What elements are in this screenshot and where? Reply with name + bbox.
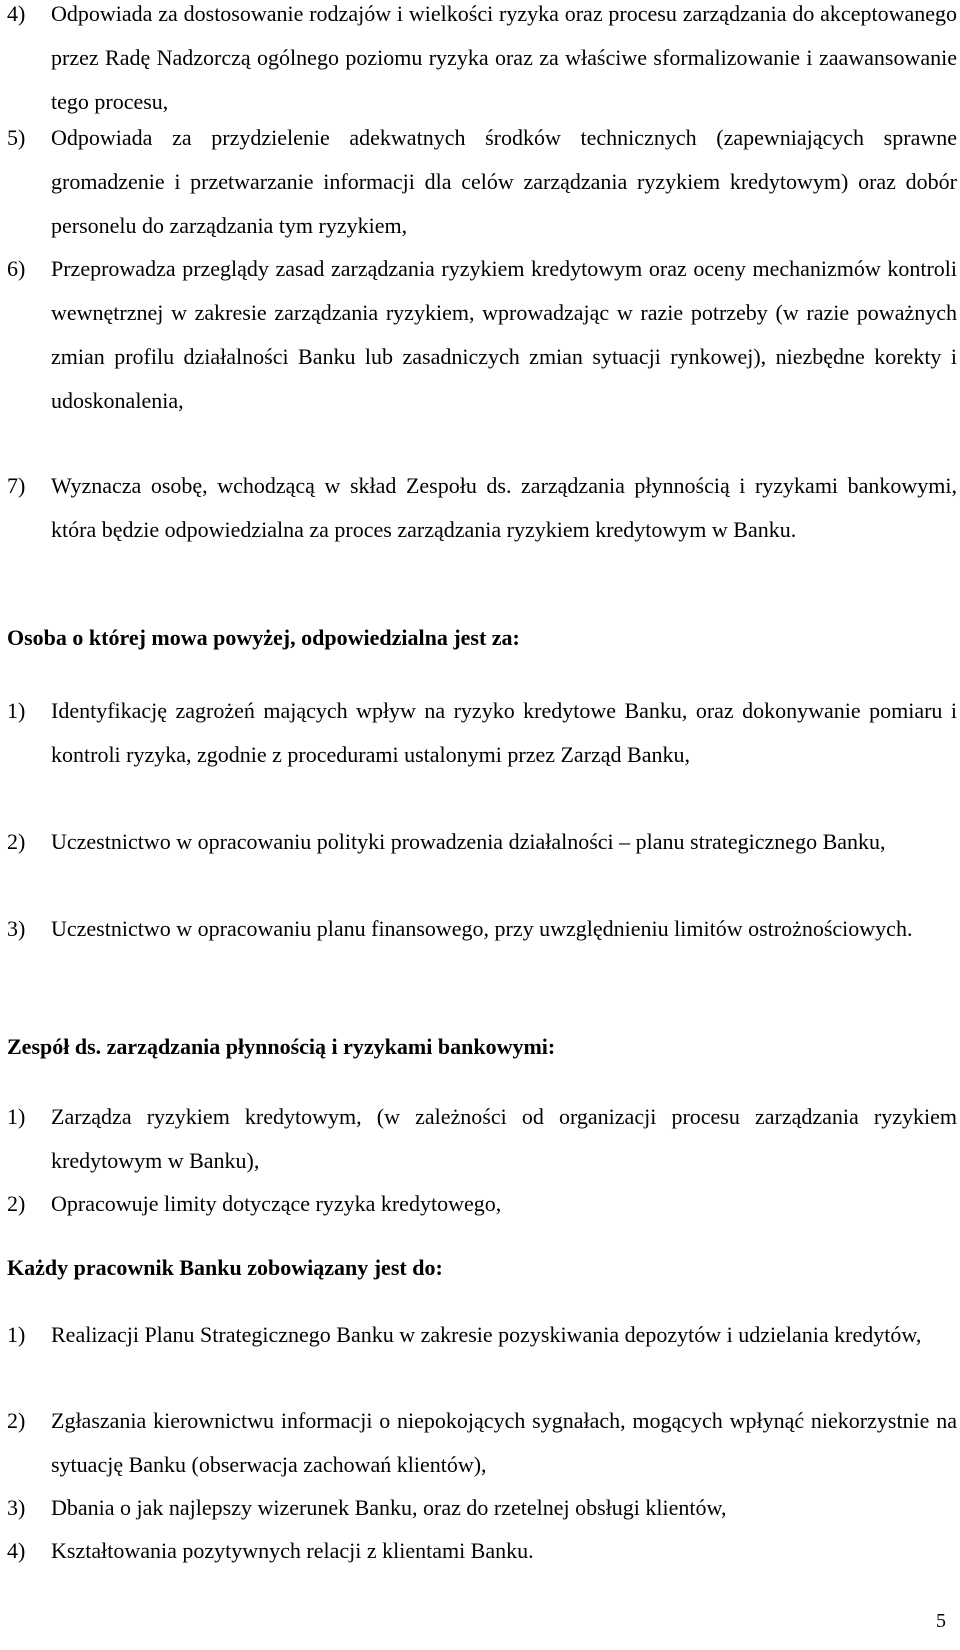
list-item-number: 5) (7, 125, 26, 150)
list-item-number: 2) (7, 1408, 26, 1433)
list-item-number: 2) (7, 829, 26, 854)
list-item-text: Identyfikację zagrożeń mających wpływ na ryzyko kredytowe Banku, oraz dokonywanie pomiaru i kontroli ryzyka, zgodnie z procedurami ustalonymi przez Zarząd Banku, (51, 698, 957, 767)
list-item-text: Zarządza ryzykiem kredytowym, (w zależności od organizacji procesu zarządzania ryzykiem kredytowym w Banku), (51, 1104, 957, 1173)
list-item (7, 0, 957, 124)
list-item-number: 3) (7, 1495, 26, 1520)
list-item-number: 1) (7, 1322, 26, 1347)
list-item (7, 247, 957, 423)
list-item-text: Realizacji Planu Strategicznego Banku w zakresie pozyskiwania depozytów i udzielania kredytów, (51, 1322, 922, 1347)
list-item (7, 820, 957, 864)
list-item (7, 689, 957, 777)
list-item-number: 2) (7, 1191, 26, 1216)
section-heading: Zespół ds. zarządzania płynnością i ryzykami bankowymi: (7, 1034, 556, 1059)
list-item-number: 3) (7, 916, 26, 941)
list-item-text: Odpowiada za przydzielenie adekwatnych środków technicznych (zapewniających sprawne gromadzenie i przetwarzanie informacji dla celów zarządzania ryzykiem kredytowym) oraz dobór personelu do zarządzania tym ryzykiem, (51, 125, 957, 238)
list-item-number: 7) (7, 473, 26, 498)
list-item (7, 1529, 957, 1573)
list-item-text: Wyznacza osobę, wchodzącą w skład Zespołu ds. zarządzania płynnością i ryzykami bankowymi, która będzie odpowiedzialna za proces zarządzania ryzykiem kredytowym w Banku. (51, 473, 957, 542)
section-heading: Każdy pracownik Banku zobowiązany jest do: (7, 1255, 443, 1280)
list-item-text: Kształtowania pozytywnych relacji z klientami Banku. (51, 1538, 534, 1563)
list-item (7, 1486, 957, 1530)
list-item-text: Uczestnictwo w opracowaniu planu finansowego, przy uwzględnieniu limitów ostrożnościowych. (51, 916, 913, 941)
page-number: 5 (936, 1610, 946, 1632)
list-item-number: 1) (7, 698, 26, 723)
list-item (7, 1313, 957, 1357)
list-item-text: Przeprowadza przeglądy zasad zarządzania ryzykiem kredytowym oraz oceny mechanizmów kontroli wewnętrznej w zakresie zarządzania ryzykiem, wprowadzając w razie potrzeby (w razie poważnych zmian profilu działalności Banku lub zasadniczych zmian sytuacji rynkowej), niezbędne korekty i udoskonalenia, (51, 256, 957, 413)
list-item-text: Dbania o jak najlepszy wizerunek Banku, oraz do rzetelnej obsługi klientów, (51, 1495, 727, 1520)
list-item (7, 464, 957, 552)
list-item (7, 1095, 957, 1183)
list-item-number: 1) (7, 1104, 26, 1129)
list-item (7, 1182, 957, 1226)
list-item-text: Odpowiada za dostosowanie rodzajów i wielkości ryzyka oraz procesu zarządzania do akceptowanego przez Radę Nadzorczą ogólnego poziomu ryzyka oraz za właściwe sformalizowanie i zaawansowanie tego procesu, (51, 1, 957, 114)
list-item-text: Uczestnictwo w opracowaniu polityki prowadzenia działalności – planu strategicznego Banku, (51, 829, 886, 854)
list-item (7, 907, 957, 951)
list-item-text: Opracowuje limity dotyczące ryzyka kredytowego, (51, 1191, 502, 1216)
list-item-number: 4) (7, 1538, 26, 1563)
list-item-text: Zgłaszania kierownictwu informacji o niepokojących sygnałach, mogących wpłynąć niekorzystnie na sytuację Banku (obserwacja zachowań klientów), (51, 1408, 957, 1477)
list-item-number: 4) (7, 1, 26, 26)
list-item-number: 6) (7, 256, 26, 281)
list-item (7, 1399, 957, 1487)
section-heading: Osoba o której mowa powyżej, odpowiedzialna jest za: (7, 625, 520, 650)
list-item (7, 116, 957, 248)
